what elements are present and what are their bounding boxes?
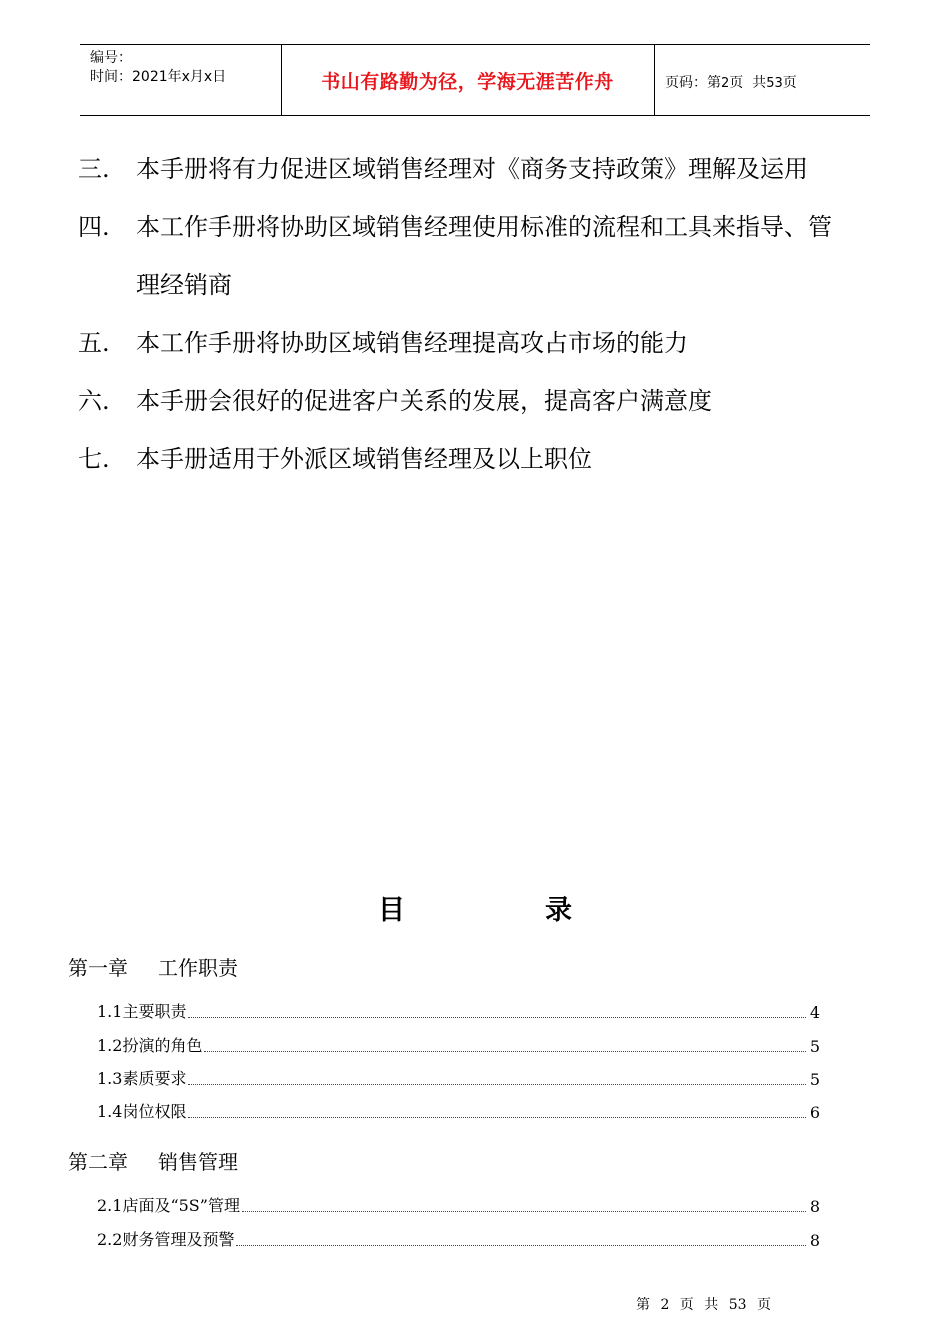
toc-chapter[interactable] bbox=[68, 952, 238, 981]
toc-leader-dots bbox=[188, 1116, 806, 1118]
header-divider bbox=[654, 45, 655, 115]
toc-entry[interactable] bbox=[97, 1226, 820, 1250]
page-prefix: 页码：第 bbox=[665, 75, 721, 91]
item-text: 理经销商 bbox=[136, 271, 232, 299]
document-number-label: 编号： bbox=[90, 50, 132, 66]
toc-entry[interactable] bbox=[97, 1032, 820, 1056]
intro-list bbox=[78, 140, 878, 488]
list-item bbox=[78, 430, 878, 488]
toc-entry-page: 4 bbox=[809, 1003, 820, 1022]
document-time-label: 时间：2021年x月x日 bbox=[90, 69, 227, 85]
toc-entry-label: 2.1店面及“5S”管理 bbox=[97, 1196, 240, 1215]
page-header bbox=[80, 44, 870, 116]
toc-leader-dots bbox=[204, 1050, 806, 1052]
item-number: 六. bbox=[78, 387, 110, 415]
toc-leader-dots bbox=[188, 1016, 806, 1018]
toc-entry-page: 8 bbox=[809, 1231, 820, 1250]
page-current: 2 bbox=[721, 76, 730, 91]
chapter-title: 销售管理 bbox=[158, 1150, 238, 1174]
page-footer: 第 2 页 共 53 页 bbox=[636, 1297, 771, 1313]
item-number: 七. bbox=[78, 445, 110, 473]
list-item bbox=[78, 314, 878, 372]
item-text: 本手册将有力促进区域销售经理对《商务支持政策》理解及运用 bbox=[136, 155, 808, 183]
list-item bbox=[78, 198, 878, 256]
toc-chapter[interactable] bbox=[68, 1146, 238, 1175]
header-meta bbox=[90, 49, 226, 87]
item-text: 本工作手册将协助区域销售经理使用标准的流程和工具来指导、管 bbox=[136, 213, 832, 241]
toc-title-left: 目 bbox=[378, 895, 405, 926]
item-text: 本工作手册将协助区域销售经理提高攻占市场的能力 bbox=[136, 329, 688, 357]
list-item bbox=[78, 140, 878, 198]
toc-entry-label: 1.2扮演的角色 bbox=[97, 1036, 203, 1055]
toc-entry[interactable] bbox=[97, 998, 820, 1022]
item-number: 四. bbox=[78, 213, 110, 241]
header-page-info bbox=[665, 72, 797, 92]
toc-entry-page: 5 bbox=[809, 1037, 820, 1056]
chapter-number: 第一章 bbox=[68, 956, 128, 980]
toc-entry-label: 2.2财务管理及预警 bbox=[97, 1230, 235, 1249]
toc-entry-page: 6 bbox=[809, 1103, 820, 1122]
item-text: 本手册会很好的促进客户关系的发展，提高客户满意度 bbox=[136, 387, 712, 415]
toc-entry-label: 1.3素质要求 bbox=[97, 1069, 187, 1088]
toc-entry-page: 5 bbox=[809, 1070, 820, 1089]
page-mid: 页 共 bbox=[729, 75, 767, 91]
list-item bbox=[78, 372, 878, 430]
toc-entry-label: 1.1主要职责 bbox=[97, 1002, 187, 1021]
header-motto: 书山有路勤为径，学海无涯苦作舟 bbox=[321, 71, 614, 93]
toc-entry[interactable] bbox=[97, 1065, 820, 1089]
item-text: 本手册适用于外派区域销售经理及以上职位 bbox=[136, 445, 592, 473]
toc-entry-label: 1.4岗位权限 bbox=[97, 1102, 187, 1121]
toc-leader-dots bbox=[242, 1210, 806, 1212]
toc-title bbox=[0, 888, 950, 927]
toc-leader-dots bbox=[236, 1244, 806, 1246]
chapter-number: 第二章 bbox=[68, 1150, 128, 1174]
page-suffix: 页 bbox=[782, 75, 797, 91]
item-number: 三. bbox=[78, 155, 110, 183]
toc-entry-page: 8 bbox=[809, 1197, 820, 1216]
page-total: 53 bbox=[766, 76, 783, 91]
toc-entry[interactable] bbox=[97, 1098, 820, 1122]
toc-entry[interactable] bbox=[97, 1192, 820, 1216]
item-number: 五. bbox=[78, 329, 110, 357]
list-item-continuation bbox=[78, 256, 878, 314]
chapter-title: 工作职责 bbox=[158, 956, 238, 980]
toc-title-right: 录 bbox=[545, 895, 572, 926]
toc-leader-dots bbox=[188, 1083, 806, 1085]
